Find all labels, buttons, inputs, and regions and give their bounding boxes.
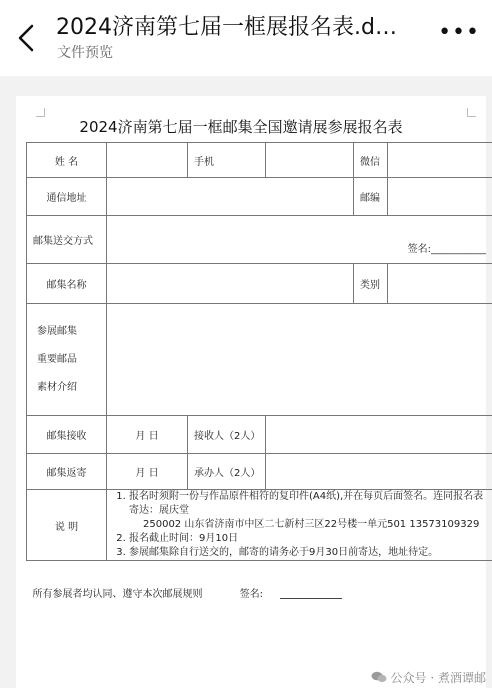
file-title: 2024济南第七届一框展报名表.d… — [56, 15, 397, 40]
footer-sign-label: 签名: — [239, 589, 264, 601]
notes-cell — [107, 490, 492, 561]
receive-date: 月 日 — [107, 416, 188, 454]
registration-form-table — [26, 142, 492, 625]
label-delivery: 邮集送交方式 — [27, 216, 107, 264]
wechat-icon — [371, 671, 387, 683]
footer-sign-line — [280, 590, 342, 599]
field-handler — [266, 454, 492, 490]
label-intro-line: 参展邮集 — [37, 325, 77, 337]
field-receiver — [266, 416, 492, 454]
document-page — [16, 96, 486, 688]
label-return: 邮集返寄 — [27, 454, 107, 490]
label-address: 通信地址 — [27, 178, 107, 216]
document-title: 2024济南第七届一框邮集全国邀请展参展报名表 — [79, 118, 403, 136]
return-date: 月 日 — [107, 454, 188, 490]
page-corner-mark — [467, 108, 476, 117]
label-category: 类别 — [354, 264, 388, 304]
document-viewer[interactable] — [0, 76, 492, 688]
footer-row — [27, 561, 492, 625]
label-intro-line: 素材介绍 — [37, 381, 77, 393]
label-intro — [27, 304, 107, 416]
label-phone: 手机 — [188, 143, 266, 178]
file-subtitle: 文件预览 — [57, 45, 113, 61]
field-category — [388, 264, 492, 304]
label-name: 姓 名 — [27, 143, 107, 178]
sign-field: 签名:___________ — [107, 216, 492, 264]
label-receiver: 接收人（2人） — [188, 416, 266, 454]
field-postcode — [388, 178, 492, 216]
notes-list — [113, 490, 486, 560]
field-address — [107, 178, 354, 216]
field-wechat — [388, 143, 492, 178]
field-phone — [266, 143, 354, 178]
note-item: 3. 参展邮集除自行送交的，邮寄的请务必于9月30日前寄达，地址待定。 — [129, 546, 486, 560]
label-receive: 邮集接收 — [27, 416, 107, 454]
note-address: 250002 山东省济南市中区二七新村三区22号楼一单元501 13573109329 — [143, 519, 480, 530]
footer-statement: 所有参展者均认同、遵守本次邮展规则 — [32, 589, 203, 601]
label-postcode: 邮编 — [354, 178, 388, 216]
note-item: 1. 报名时须附一份与作品原件相符的复印件(A4纸),并在每页后面签名。连同报名表寄达：展庆堂 250002 山东省济南市中区二七新村三区22号楼一单元501 13573109329 — [129, 490, 486, 532]
field-exhibit-name — [107, 264, 354, 304]
note-item: 2. 报名截止时间：9月10日 — [129, 532, 486, 546]
watermark-text: 公众号 · 煮酒谭邮 — [390, 671, 486, 685]
watermark — [371, 669, 486, 686]
label-handler: 承办人（2人） — [188, 454, 266, 490]
chevron-left-icon[interactable] — [12, 18, 42, 58]
field-intro — [107, 304, 492, 416]
app-header — [0, 0, 492, 76]
label-wechat: 微信 — [354, 143, 388, 178]
label-intro-line: 重要邮品 — [37, 353, 77, 365]
field-name — [107, 143, 188, 178]
label-notes: 说 明 — [27, 490, 107, 561]
more-icon[interactable]: ••• — [438, 20, 480, 45]
label-exhibit-name: 邮集名称 — [27, 264, 107, 304]
